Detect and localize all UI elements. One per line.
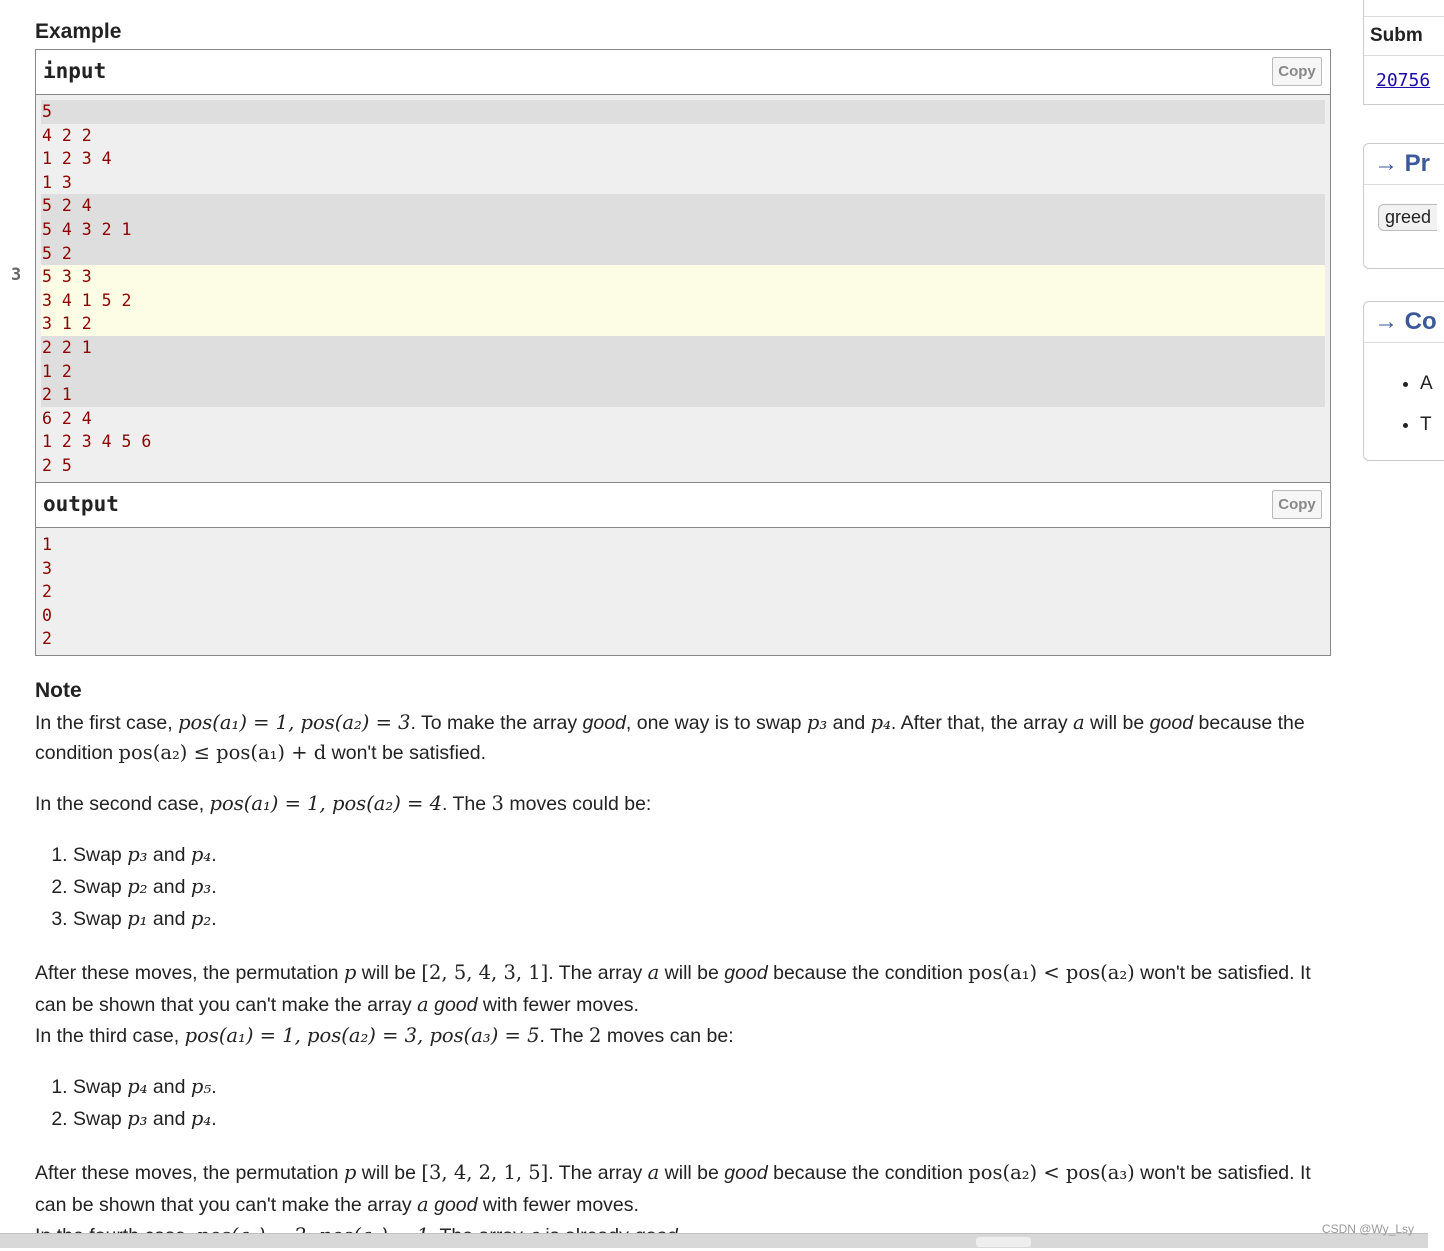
note-paragraph-2: In the second case, pos(a₁) = 1, pos(a₂) = 4. The 3 moves could be:	[35, 792, 652, 815]
input-line: 5 2 4	[42, 196, 92, 216]
input-line: 2 5	[42, 455, 72, 475]
list-item[interactable]: • A	[1420, 363, 1444, 404]
contest-materials-header: → Co	[1364, 302, 1444, 343]
input-line: 2 2 1	[42, 337, 92, 357]
output-line: 0	[42, 605, 52, 625]
input-line: 5 4 3 2 1	[42, 219, 132, 239]
contest-materials-list	[1364, 363, 1444, 445]
submissions-box	[1363, 0, 1444, 105]
test-case-group	[41, 336, 1325, 407]
problem-tags-header: → Pr	[1364, 144, 1444, 185]
list-item: 2. Swap p₂ and p₃.	[73, 871, 1325, 903]
output-line: 1	[42, 535, 52, 554]
output-header	[36, 483, 1330, 528]
contest-materials-box	[1363, 301, 1444, 461]
copy-input-button[interactable]: Copy	[1272, 57, 1322, 86]
test-case-group	[41, 407, 1325, 478]
input-line: 3 4 1 5 2	[42, 290, 132, 310]
submissions-header: Subm	[1364, 17, 1444, 56]
input-line: 2 1	[42, 385, 72, 405]
input-line: 4 2 2	[42, 125, 92, 145]
input-line: 6 2 4	[42, 408, 92, 428]
submission-link[interactable]: 20756	[1376, 70, 1431, 91]
scrollbar-thumb[interactable]	[976, 1237, 1031, 1247]
test-case-group	[41, 194, 1325, 265]
test-case-group	[41, 265, 1325, 336]
input-line: 5 2	[42, 243, 72, 263]
output-line: 3	[42, 558, 52, 578]
moves-list-2	[35, 1071, 1325, 1135]
input-line: 5	[42, 102, 52, 121]
list-item: 1. Swap p₄ and p₅.	[73, 1071, 1325, 1103]
list-item: 1. Swap p₃ and p₄.	[73, 839, 1325, 871]
note-paragraph-4: In the third case, pos(a₁) = 1, pos(a₂) = 3, pos(a₃) = 5. The 2 moves can be:	[35, 1024, 734, 1047]
example-heading: Example	[35, 20, 122, 43]
note-heading: Note	[35, 679, 82, 702]
input-line: 1 2	[42, 361, 72, 381]
input-line: 5 3 3	[42, 267, 92, 287]
input-box	[35, 49, 1331, 483]
moves-list-1	[35, 839, 1325, 935]
output-box	[35, 482, 1331, 656]
input-header	[36, 50, 1330, 95]
output-line: 2	[42, 582, 52, 602]
input-content	[36, 95, 1330, 482]
note-body	[35, 708, 1325, 1251]
line-number-marker: 3	[11, 265, 22, 285]
test-case-group	[41, 100, 1325, 124]
output-title: output	[43, 492, 119, 516]
problem-tags-box	[1363, 143, 1444, 269]
horizontal-scrollbar[interactable]	[0, 1233, 1428, 1248]
note-paragraph-5: After these moves, the permutation p will be [3, 4, 2, 1, 5]. The array a will be good because the condition pos(a₂) < pos(a₃) won't be satisfied. It can be shown that you can't make the array a good with fewer moves.	[35, 1161, 1311, 1216]
input-line: 1 2 3 4	[42, 149, 112, 169]
note-paragraph-1: In the first case, pos(a₁) = 1, pos(a₂) = 3. To make the array good, one way is to swap p₃ and p₄. After that, the array a will be good because the condition pos(a₂) ≤ pos(a₁) + d won't be satisfied.	[35, 711, 1305, 764]
list-item[interactable]: • T	[1420, 404, 1444, 445]
input-title: input	[43, 59, 107, 83]
output-line: 2	[42, 629, 52, 649]
test-case-group	[41, 124, 1325, 195]
list-item: 3. Swap p₁ and p₂.	[73, 903, 1325, 935]
input-line: 1 3	[42, 172, 72, 192]
note-paragraph-3: After these moves, the permutation p will be [2, 5, 4, 3, 1]. The array a will be good because the condition pos(a₁) < pos(a₂) won't be satisfied. It can be shown that you can't make the array a good with fewer moves.	[35, 961, 1311, 1016]
list-item: 2. Swap p₃ and p₄.	[73, 1103, 1325, 1135]
input-line: 1 2 3 4 5 6	[42, 432, 152, 452]
watermark: CSDN @Wy_Lsy	[1321, 1222, 1414, 1236]
tag-greedy[interactable]: greed	[1378, 204, 1437, 231]
input-line: 3 1 2	[42, 314, 92, 334]
copy-output-button[interactable]: Copy	[1272, 490, 1322, 519]
output-content	[36, 528, 1330, 655]
